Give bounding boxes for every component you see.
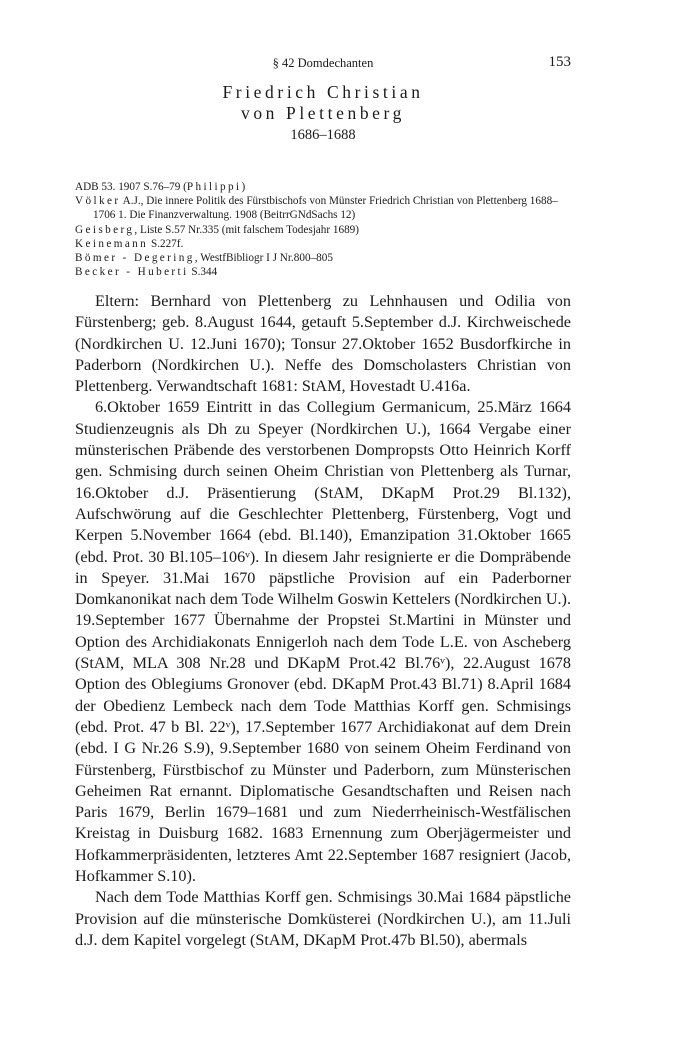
section-title: § 42 Domdechanten xyxy=(272,56,374,70)
bibliography-entry: ADB 53. 1907 S.76–79 (Philippi) xyxy=(75,181,246,193)
entry-title xyxy=(75,82,571,145)
paragraph-career: 6.Oktober 1659 Eintritt in das Collegium Germanicum, 25.März 1664 Studienzeugnis als Dh zu Speyer (Nordkirchen U.), 1664 Vergabe einer münsterischen Präbende des verstorbenen Dompropsts Otto Heinrich Korff gen. Schmising durch seinen Oheim Christian von Plettenberg als Turnar, 16.Oktober d.J. Präsentierung (StAM, DKapM Prot.29 Bl.132), Aufschwörung auf die Geschlechter Plettenberg, Fürstenberg, Vogt und Kerpen 5.November 1664 (ebd. Bl.140), Emanzipation 31.Oktober 1665 (ebd. Prot. 30 Bl.105–106ᵛ). In diesem Jahr resignierte er die Dompräbende in Speyer. 31.Mai 1670 päpstliche Provision auf ein Paderborner Domkanonikat nach dem Tode Wilhelm Goswin Kettelers (Nordkirchen U.). 19.September 1677 Übernahme der Propstei St.Martini in Münster und Option des Archidiakonats Ennigerloh nach dem Tode L.E. von Ascheberg (StAM, MLA 308 Nr.28 und DKapM Prot.42 Bl.76ᵛ), 22.August 1678 Option des Oblegiums Gronover (ebd. DKapM Prot.43 Bl.71) 8.April 1684 der Obedienz Lembeck nach dem Tode Matthias Korff gen. Schmisings (ebd. Prot. 47 b Bl. 22ᵛ), 17.September 1677 Archidiakonat auf dem Drein (ebd. I G Nr.26 S.9), 9.September 1680 von seinem Oheim Ferdinand von Fürstenberg, Fürstbischof zu Münster und Paderborn, zum Münsterischen Geheimen Rat ernannt. Diplomatische Gesandtschaften und Reisen nach Paris 1679, Berlin 1679–1681 und zum Niederrheinisch-Westfälischen Kreistag in Duisburg 1682. 1683 Ernennung zum Oberjägermeister und Hofkammerpräsidenten, letzteres Amt 22.September 1687 resigniert (Jacob, Hofkammer S.10). xyxy=(75,398,571,886)
title-name-line-2: von Plettenberg xyxy=(240,103,405,123)
bibliography-entry: Geisberg, Liste S.57 Nr.335 (mit falschem Todesjahr 1689) xyxy=(75,223,359,236)
title-name-line-1: Friedrich Christian xyxy=(222,82,424,102)
bibliography xyxy=(75,180,571,279)
page-number: 153 xyxy=(548,54,571,70)
paragraph-parents: Eltern: Bernhard von Plettenberg zu Lehnhausen und Odilia von Fürstenberg; geb. 8.August 1644, getauft 5.September d.J. Kirchweischede (Nordkirchen U. 12.Juni 1670); Tonsur 27.Oktober 1652 Busdorfkirche in Paderborn (Nordkirchen U.). Neffe des Domscholasters Christian von Plettenberg. Verwandtschaft 1681: StAM, Hovestadt U.416a. xyxy=(75,292,571,396)
bibliography-entry: Völker A.J., Die innere Politik des Fürstbischofs von Münster Friedrich Christian von Plettenberg 1688–1706 1. Die Finanzverwaltung. 1908 (BeitrrGNdSachs 12) xyxy=(75,195,558,222)
body-text xyxy=(75,291,571,951)
paragraph-domkuesterei: Nach dem Tode Matthias Korff gen. Schmisings 30.Mai 1684 päpstliche Provision auf die münsterische Domküsterei (Nordkirchen U.), am 11.Juli d.J. dem Kapitel vorgelegt (StAM, DKapM Prot.47b Bl.50), abermals xyxy=(75,888,571,949)
bibliography-entry: Keinemann S.227f. xyxy=(75,237,184,250)
bibliography-entry: Becker - Huberti S.344 xyxy=(75,266,218,279)
bibliography-entry: Bömer - Degering, WestfBibliogr I J Nr.800–805 xyxy=(75,252,333,265)
title-dates: 1686–1688 xyxy=(290,127,356,143)
running-head xyxy=(75,54,571,72)
